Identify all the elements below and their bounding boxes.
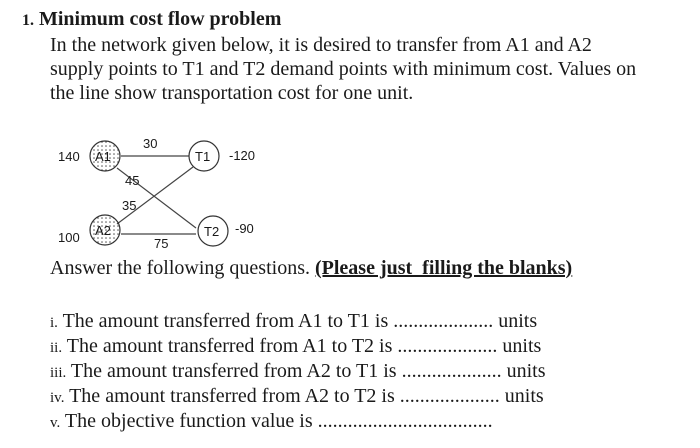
problem-number: 1. — [22, 12, 34, 29]
node-t2-label: T2 — [204, 224, 220, 239]
description-line: In the network given below, it is desired to transfer from A1 and A2 — [50, 34, 592, 56]
answer-prompt — [50, 257, 572, 280]
node-a1-label: A1 — [95, 149, 111, 164]
edge-cost-a2-t2: 75 — [154, 236, 169, 251]
answer-prompt-note: (Please just filling the blanks) — [314, 257, 573, 279]
question-item — [50, 410, 545, 435]
question-unit: units — [504, 385, 544, 407]
question-item — [50, 335, 545, 360]
problem-title-text: Minimum cost flow problem — [39, 8, 282, 30]
question-list — [50, 310, 545, 435]
edge-cost-a1-t1: 30 — [143, 136, 158, 151]
answer-blank[interactable]: .................... — [393, 310, 494, 332]
question-text: The objective function value is — [64, 410, 313, 432]
node-t1-label: T1 — [195, 149, 211, 164]
question-numeral: iii. — [50, 365, 67, 381]
question-text: The amount transferred from A1 to T2 is — [66, 335, 393, 357]
node-a2-label: A2 — [95, 223, 111, 238]
question-text: The amount transferred from A2 to T2 is — [69, 385, 395, 407]
answer-blank[interactable]: .................... — [401, 360, 502, 382]
question-numeral: v. — [50, 415, 61, 431]
answer-blank[interactable]: .................... — [397, 335, 498, 357]
question-numeral: iv. — [50, 390, 65, 406]
node-a2-value: 100 — [58, 230, 80, 245]
question-text: The amount transferred from A1 to T1 is — [62, 310, 389, 332]
node-a1-value: 140 — [58, 149, 80, 164]
description-line: supply points to T1 and T2 demand points with minimum cost. Values on — [50, 58, 637, 80]
question-item — [50, 360, 545, 385]
edge-cost-a2-t1: 35 — [122, 198, 137, 213]
node-t1-value: -120 — [229, 148, 256, 163]
node-t2-value: -90 — [235, 221, 254, 236]
question-numeral: i. — [50, 315, 58, 331]
answer-prompt-text: Answer the following questions. — [50, 257, 310, 279]
question-item — [50, 385, 545, 410]
edge-cost-a1-t2: 45 — [125, 173, 140, 188]
question-unit: units — [506, 360, 546, 382]
question-text: The amount transferred from A2 to T1 is — [70, 360, 397, 382]
question-unit: units — [498, 310, 538, 332]
question-unit: units — [502, 335, 542, 357]
question-item — [50, 310, 545, 335]
question-numeral: ii. — [50, 340, 63, 356]
answer-blank[interactable]: .................... — [399, 385, 500, 407]
answer-blank[interactable]: ................................... — [317, 410, 493, 432]
description-line: the line show transportation cost for one unit. — [50, 82, 414, 104]
